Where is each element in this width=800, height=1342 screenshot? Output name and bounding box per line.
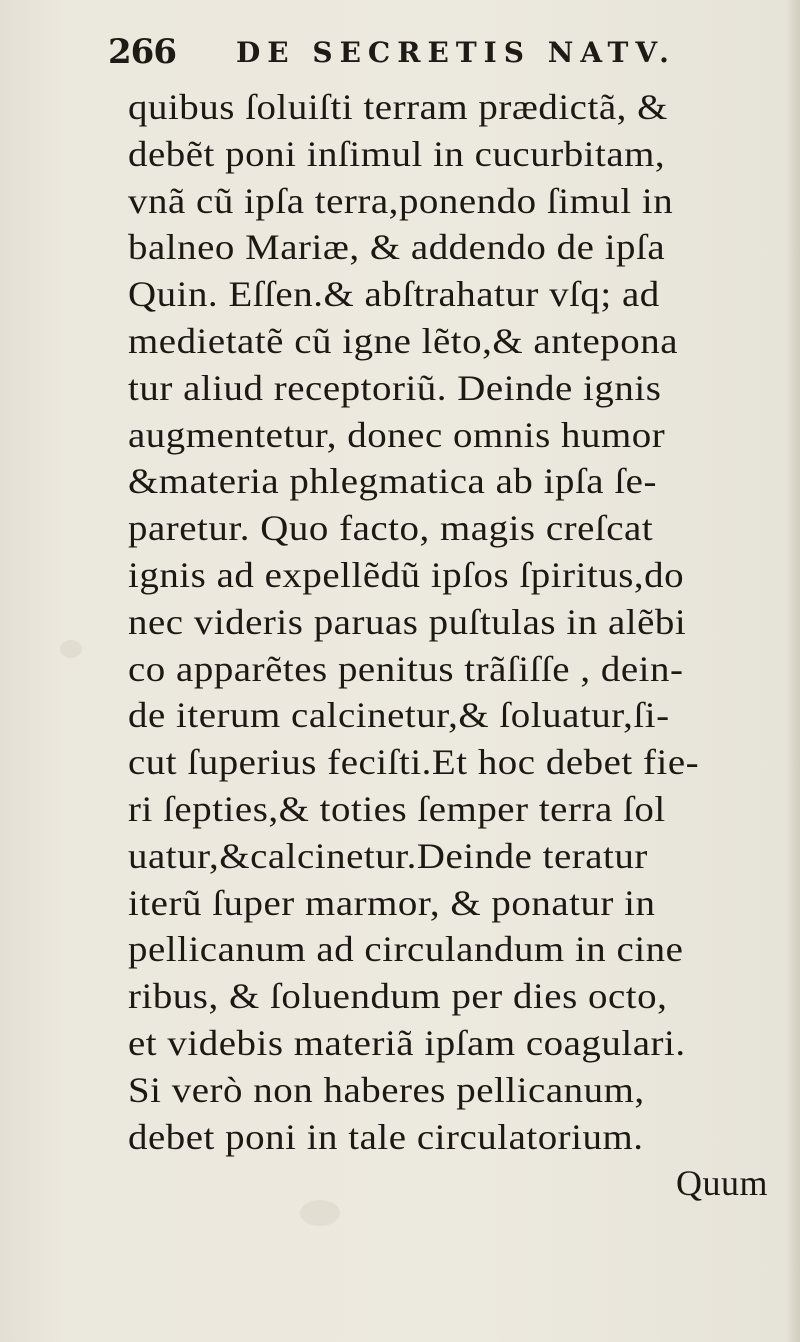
text-line: nec videris paruas puſtulas in alẽbi bbox=[128, 601, 687, 642]
text-line: et videbis materiã ipſam coagulari. bbox=[128, 1022, 686, 1063]
page-number: 266 bbox=[108, 32, 176, 72]
running-head: DE SECRETIS NATV. bbox=[236, 36, 676, 69]
catchword: Quum bbox=[676, 1163, 768, 1204]
text-line: Quin. Eſſen.& abſtrahatur vſq; ad bbox=[128, 274, 660, 315]
text-line: &materia phlegmatica ab ipſa ſe- bbox=[128, 461, 657, 502]
text-line: tur aliud receptoriũ. Deinde ignis bbox=[128, 367, 662, 408]
text-line: ribus, & ſoluendum per dies octo, bbox=[128, 976, 668, 1017]
text-line: uatur,&calcinetur.Deinde teratur bbox=[128, 835, 648, 876]
text-line: co apparẽtes penitus trãſiſſe , dein- bbox=[128, 648, 684, 689]
text-line: augmentetur, donec omnis humor bbox=[128, 414, 666, 455]
text-line: medietatẽ cũ igne lẽto,& antepona bbox=[128, 320, 679, 361]
text-line: debet poni in tale circulatorium. bbox=[128, 1116, 644, 1157]
paper-stain bbox=[60, 640, 82, 658]
page-header bbox=[108, 28, 760, 88]
text-line: paretur. Quo facto, magis creſcat bbox=[128, 508, 654, 549]
text-line: ri ſepties,& toties ſemper terra ſol bbox=[128, 788, 666, 829]
text-line: iterũ ſuper marmor, & ponatur in bbox=[128, 882, 656, 923]
text-line: Si verò non haberes pellicanum, bbox=[128, 1069, 645, 1110]
text-line: cut ſuperius feciſti.Et hoc debet fie- bbox=[128, 742, 700, 783]
text-line: vnã cũ ipſa terra,ponendo ſimul in bbox=[128, 180, 674, 221]
text-line: balneo Mariæ, & addendo de ipſa bbox=[128, 227, 666, 268]
text-line: pellicanum ad circulandum in cine bbox=[128, 929, 684, 970]
text-line: quibus ſoluiſti terram prædictã, & bbox=[128, 87, 668, 127]
text-line: de iterum calcinetur,& ſoluatur,ſi- bbox=[128, 695, 670, 736]
text-line: debẽt poni inſimul in cucurbitam, bbox=[128, 133, 666, 174]
text-block bbox=[128, 84, 768, 1207]
text-line: ignis ad expellẽdũ ipſos ſpiritus,do bbox=[128, 554, 685, 595]
